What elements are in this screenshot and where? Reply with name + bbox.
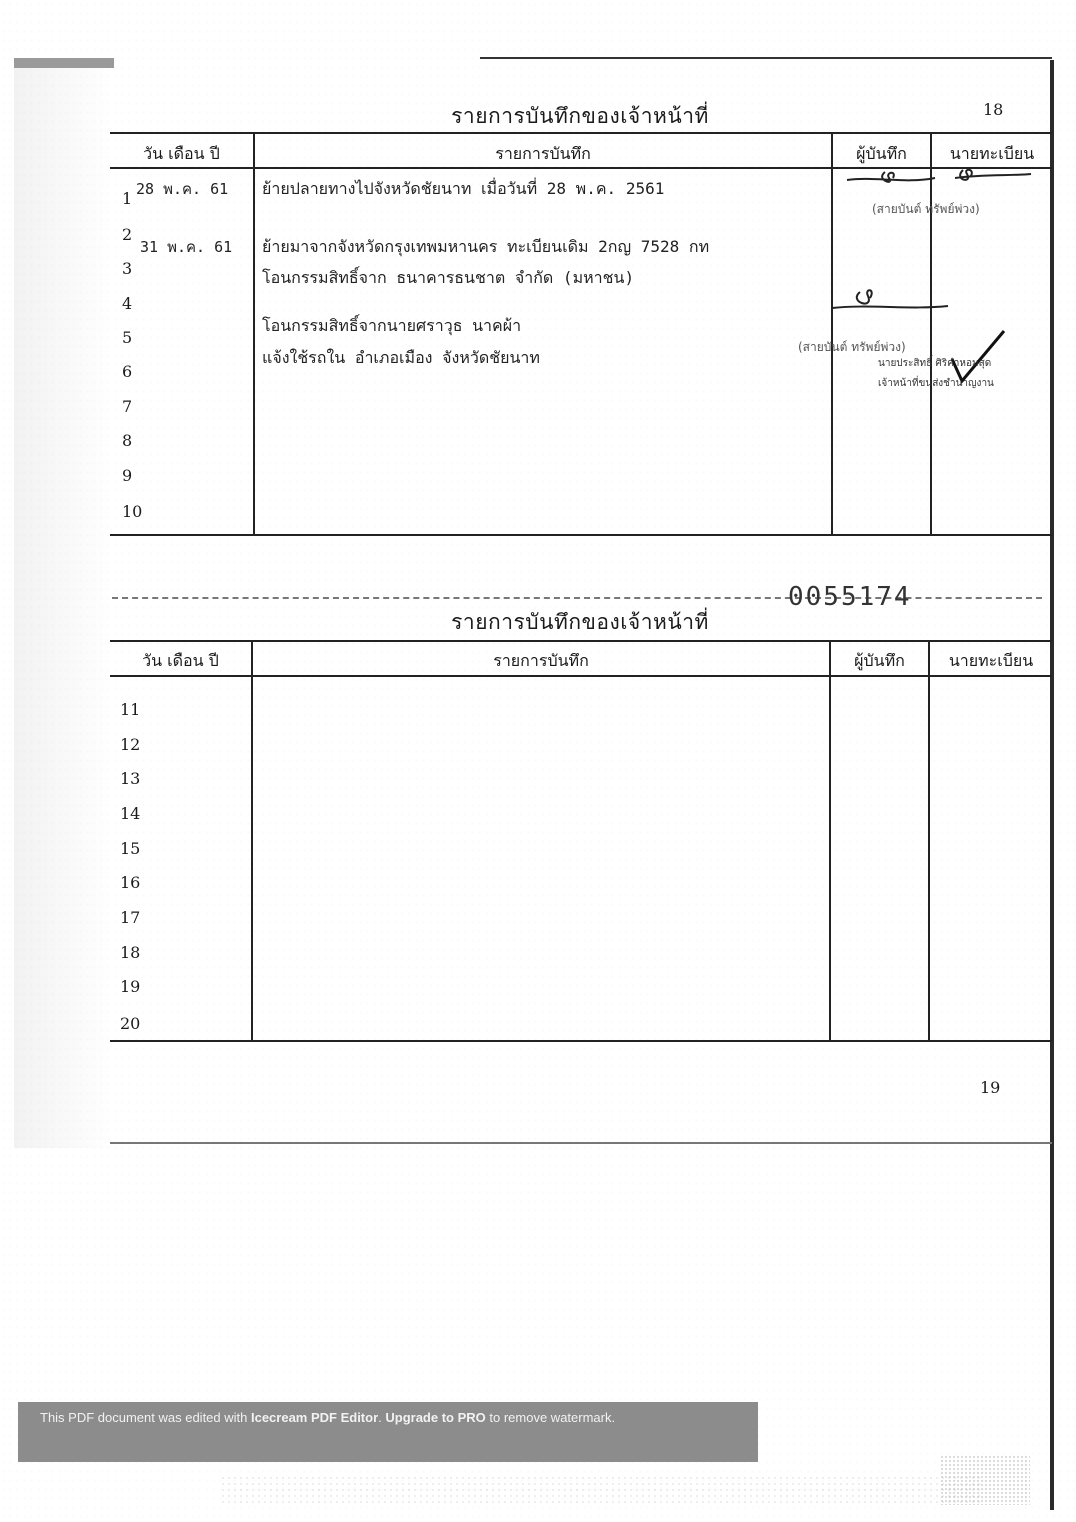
entry-text: โอนกรรมสิทธิ์จาก ธนาคารธนชาต จำกัด (มหาชน) <box>262 268 635 287</box>
registrar-name: นายประสิทธิ์ ศิริคำหอมสุด <box>878 358 992 369</box>
watermark-banner <box>18 1402 758 1462</box>
serial-number: 0055174 <box>788 582 912 612</box>
header-recorder: ผู้บันทึก <box>856 144 907 163</box>
header-entry: รายการบันทึก <box>493 651 589 670</box>
row-number: 6 <box>122 362 133 381</box>
row-number: 14 <box>120 804 141 823</box>
header-entry: รายการบันทึก <box>495 144 591 163</box>
row-number: 3 <box>122 259 133 278</box>
page-number: 19 <box>980 1078 1001 1097</box>
entry-date: 31 พ.ค. 61 <box>140 238 233 256</box>
row-number: 7 <box>122 397 133 416</box>
sheet-title: รายการบันทึกของเจ้าหน้าที่ <box>451 610 709 634</box>
column-divider <box>251 642 253 1040</box>
header-registrar: นายทะเบียน <box>949 144 1035 163</box>
scan-shadow-left <box>14 58 114 1148</box>
row-number: 17 <box>120 908 141 927</box>
row-number: 4 <box>122 294 133 313</box>
entry-date: 28 พ.ค. 61 <box>136 180 229 198</box>
header-divider <box>110 675 1052 677</box>
row-number: 18 <box>120 943 141 962</box>
header-date: วัน เดือน ปี <box>142 651 219 670</box>
header-registrar: นายทะเบียน <box>948 651 1034 670</box>
scan-smudge <box>940 1455 1030 1505</box>
row-number: 19 <box>120 977 141 996</box>
signature-handwritten <box>830 284 950 324</box>
entry-text: แจ้งใช้รถใน อำเภอเมือง จังหวัดชัยนาท <box>262 348 540 367</box>
entry-text: ย้ายมาจากจังหวัดกรุงเทพมหานคร ทะเบียนเดิม 2กญ 7528 กท <box>262 237 710 256</box>
scan-edge-top-left <box>14 58 114 68</box>
watermark-prefix: This PDF document was edited with <box>40 1410 251 1425</box>
signature-name: (สายบันต์ ทรัพย์พ่วง) <box>798 340 906 354</box>
column-divider <box>928 642 930 1040</box>
scan-noise-bottom <box>220 1475 980 1505</box>
row-number: 8 <box>122 431 133 450</box>
column-divider <box>829 642 831 1040</box>
row-number: 12 <box>120 735 141 754</box>
watermark-product: Icecream PDF Editor <box>250 1410 379 1425</box>
page-number: 18 <box>983 100 1004 119</box>
record-table <box>110 132 1052 536</box>
registrar-title: เจ้าหน้าที่ขนส่งชำนาญงาน <box>878 378 994 389</box>
scan-edge-top <box>480 57 1052 59</box>
lower-record-sheet <box>110 590 1052 1144</box>
row-number: 2 <box>122 225 133 244</box>
row-number: 13 <box>120 769 141 788</box>
row-number: 11 <box>120 700 141 719</box>
header-date: วัน เดือน ปี <box>143 144 220 163</box>
column-divider <box>831 134 833 534</box>
entry-text: ย้ายปลายทางไปจังหวัดชัยนาท เมื่อวันที่ 28 พ.ค. 2561 <box>262 179 665 198</box>
watermark-middle: . <box>378 1410 386 1425</box>
row-number: 15 <box>120 839 141 858</box>
watermark-upgrade-link[interactable]: Upgrade to PRO <box>385 1410 486 1425</box>
entry-text: โอนกรรมสิทธิ์จากนายศราวุธ นาคผ้า <box>262 316 522 335</box>
column-divider <box>253 134 255 534</box>
watermark-suffix: to remove watermark. <box>485 1410 616 1425</box>
row-number: 10 <box>122 502 143 521</box>
record-table <box>110 640 1052 1042</box>
row-number: 20 <box>120 1014 141 1033</box>
signature-name: (สายบันต์ ทรัพย์พ่วง) <box>872 202 980 216</box>
header-recorder: ผู้บันทึก <box>854 651 905 670</box>
row-number: 9 <box>122 466 133 485</box>
sheet-title: รายการบันทึกของเจ้าหน้าที่ <box>451 104 709 128</box>
row-number: 5 <box>122 328 133 347</box>
row-number: 16 <box>120 873 141 892</box>
upper-record-sheet <box>110 60 1052 540</box>
row-number: 1 <box>122 189 133 208</box>
